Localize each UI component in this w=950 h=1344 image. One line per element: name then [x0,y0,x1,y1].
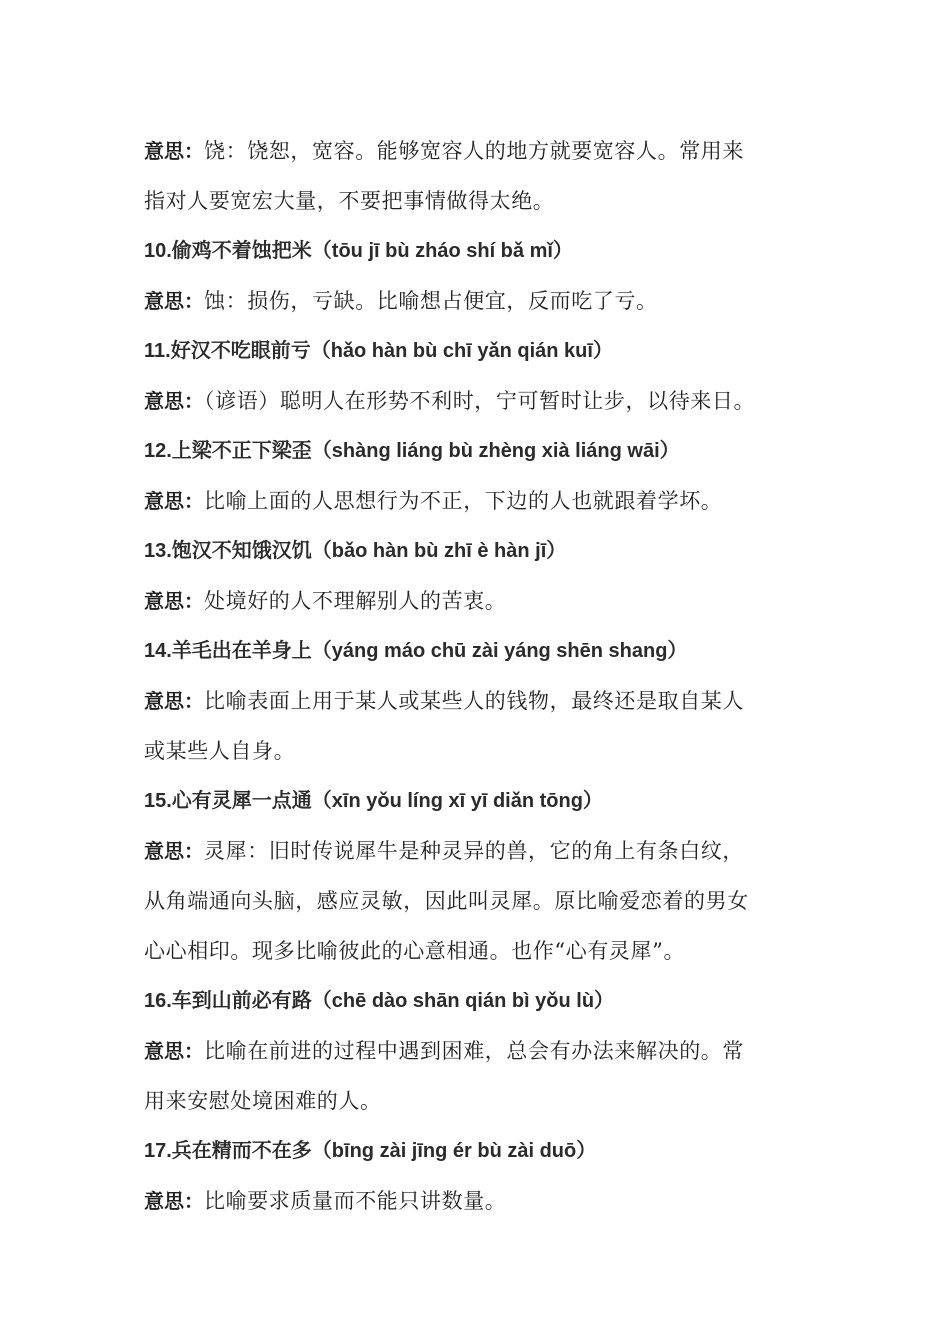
meaning-text: 比喻在前进的过程中遇到困难，总会有办法来解决的。常 [204,1039,744,1063]
proverb-15-title: 15.心有灵犀一点通（xīn yǒu líng xī yī diǎn tōng） [144,790,603,812]
meaning-12 [144,476,810,526]
meaning-9-line-2: 指对人要宽宏大量，不要把事情做得太绝。 [144,189,555,213]
meaning-13 [144,576,810,626]
proverb-10-title: 10.偷鸡不着蚀把米（tōu jī bù zháo shí bǎ mǐ） [144,240,573,262]
meaning-text: 比喻上面的人思想行为不正，下边的人也就跟着学坏。 [204,489,723,513]
meaning-label: 意思： [144,691,204,713]
meaning-17 [144,1176,810,1226]
meaning-10 [144,276,810,326]
meaning-label: 意思： [144,1041,204,1063]
meaning-15-line-1 [144,826,810,876]
meaning-text: 比喻要求质量而不能只讲数量。 [204,1189,507,1213]
proverb-14-title: 14.羊毛出在羊身上（yáng máo chū zài yáng shēn shang） [144,640,688,662]
proverb-11-title: 11.好汉不吃眼前亏（hǎo hàn bù chī yǎn qián kuī） [144,340,613,362]
meaning-text: 灵犀：旧时传说犀牛是种灵异的兽，它的角上有条白纹， [204,839,744,863]
meaning-16-line-1 [144,1026,810,1076]
meaning-text: （谚语）聪明人在形势不利时，宁可暂时让步，以待来日。 [204,389,756,413]
proverb-12-title: 12.上梁不正下梁歪（shàng liáng bù zhèng xià liáng wāi） [144,440,680,462]
meaning-9-line-1 [144,126,810,176]
meaning-label: 意思： [144,391,204,413]
proverb-17-title: 17.兵在精而不在多（bīng zài jīng ér bù zài duō） [144,1140,597,1162]
proverb-16-title: 16.车到山前必有路（chē dào shān qián bì yǒu lù） [144,990,615,1012]
document-page [144,126,810,1226]
proverb-13-title: 13.饱汉不知饿汉饥（bǎo hàn bù zhī è hàn jī） [144,540,567,562]
meaning-text: 比喻表面上用于某人或某些人的钱物，最终还是取自某人 [204,689,744,713]
meaning-label: 意思： [144,291,204,313]
meaning-15-line-3: 心心相印。现多比喻彼此的心意相通。也作“心有灵犀”。 [144,939,686,963]
meaning-15-line-2: 从角端通向头脑，感应灵敏，因此叫灵犀。原比喻爱恋着的男女 [144,889,749,913]
meaning-text: 处境好的人不理解别人的苦衷。 [204,589,507,613]
meaning-label: 意思： [144,1191,204,1213]
meaning-16-line-2: 用来安慰处境困难的人。 [144,1089,382,1113]
meaning-label: 意思： [144,591,204,613]
meaning-14-line-2: 或某些人自身。 [144,739,296,763]
meaning-14-line-1 [144,676,810,726]
meaning-label: 意思： [144,141,204,163]
meaning-label: 意思： [144,841,204,863]
meaning-11 [144,376,810,426]
meaning-text: 饶：饶恕，宽容。能够宽容人的地方就要宽容人。常用来 [204,139,744,163]
meaning-text: 蚀：损伤，亏缺。比喻想占便宜，反而吃了亏。 [204,289,658,313]
meaning-label: 意思： [144,491,204,513]
